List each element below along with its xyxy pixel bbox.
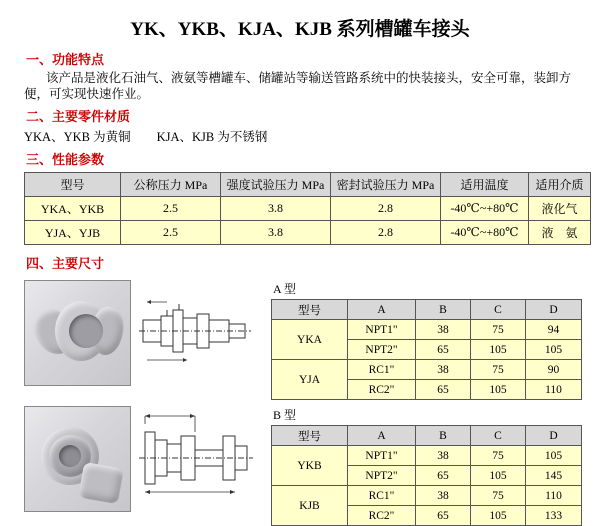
table-cell: 液化气 — [529, 197, 591, 221]
table-cell: 145 — [526, 466, 582, 486]
table-cell: NPT2" — [348, 340, 416, 360]
table-cell: 105 — [471, 506, 526, 526]
table-cell: -40℃~+80℃ — [441, 221, 529, 245]
table-header-cell: D — [526, 300, 582, 320]
table-cell: 105 — [471, 340, 526, 360]
table-cell: 75 — [471, 360, 526, 380]
table-cell: 133 — [526, 506, 582, 526]
table-cell: RC1" — [348, 360, 416, 380]
table-cell: RC1" — [348, 486, 416, 506]
table-cell: 75 — [471, 320, 526, 340]
dimension-table-a — [271, 299, 582, 400]
table-cell: 94 — [526, 320, 582, 340]
table-cell: 105 — [526, 340, 582, 360]
technical-drawing-b — [137, 406, 255, 510]
table-header-cell: B — [416, 300, 471, 320]
table-header-cell: 型号 — [272, 300, 348, 320]
table-cell: 液 氨 — [529, 221, 591, 245]
table-cell: 2.5 — [121, 221, 221, 245]
table-cell-model: YJA — [272, 360, 348, 400]
table-header-cell: 适用介质 — [529, 173, 591, 197]
section-heading-features: 一、功能特点 — [26, 52, 105, 67]
table-cell: 105 — [471, 380, 526, 400]
table-header-row — [272, 426, 582, 446]
table-cell: 65 — [416, 506, 471, 526]
materials-brass: YKA、YKB 为黄铜 — [24, 130, 131, 144]
table-cell: 38 — [416, 446, 471, 466]
table-cell: 105 — [526, 446, 582, 466]
table-cell: NPT1" — [348, 446, 416, 466]
features-paragraph — [24, 70, 582, 102]
table-cell: 65 — [416, 340, 471, 360]
table-header-cell: D — [526, 426, 582, 446]
table-cell: 65 — [416, 466, 471, 486]
table-row — [25, 197, 591, 221]
dimension-block-a — [24, 280, 590, 400]
dimension-block-b — [24, 406, 590, 526]
table-row — [272, 320, 582, 340]
performance-table — [24, 172, 591, 245]
table-cell: 110 — [526, 486, 582, 506]
materials-steel: KJA、KJB 为不锈钢 — [156, 130, 268, 144]
table-cell: RC2" — [348, 506, 416, 526]
dimension-table-label-a: A 型 — [273, 282, 297, 296]
table-header-cell: 公称压力 MPa — [121, 173, 221, 197]
table-cell: 75 — [471, 446, 526, 466]
table-cell: NPT1" — [348, 320, 416, 340]
features-text: 该产品是液化石油气、液氨等槽罐车、储罐站等输送管路系统中的快装接头，安全可靠，装卸方便，可实现快速作业。 — [24, 71, 572, 101]
table-cell: NPT2" — [348, 466, 416, 486]
table-header-cell: 型号 — [272, 426, 348, 446]
dimensions-section — [10, 280, 590, 526]
table-cell: 2.5 — [121, 197, 221, 221]
table-header-cell: 强度试验压力 MPa — [221, 173, 331, 197]
table-cell: 110 — [526, 380, 582, 400]
dimension-table-label-b: B 型 — [273, 408, 297, 422]
section-heading-dimensions: 四、主要尺寸 — [26, 256, 105, 271]
section-heading-performance: 三、性能参数 — [26, 152, 105, 167]
table-cell: 38 — [416, 486, 471, 506]
table-cell: 75 — [471, 486, 526, 506]
dimension-table-wrap-a — [271, 280, 590, 400]
table-cell-model: YKA — [272, 320, 348, 360]
materials-line — [24, 127, 590, 145]
table-row — [25, 221, 591, 245]
table-cell-model: KJB — [272, 486, 348, 526]
table-cell: 105 — [471, 466, 526, 486]
table-header-cell: C — [471, 300, 526, 320]
table-cell: 38 — [416, 320, 471, 340]
table-cell: 2.8 — [331, 197, 441, 221]
table-cell: RC2" — [348, 380, 416, 400]
page-title: YK、YKB、KJA、KJB 系列槽罐车接头 — [130, 19, 470, 40]
table-header-cell: A — [348, 426, 416, 446]
product-photo-a — [24, 280, 131, 386]
table-row — [272, 446, 582, 466]
table-cell: 65 — [416, 380, 471, 400]
section-heading-materials: 二、主要零件材质 — [26, 109, 131, 124]
table-cell-model: YKB — [272, 446, 348, 486]
table-header-row — [25, 173, 591, 197]
table-header-cell: 密封试验压力 MPa — [331, 173, 441, 197]
table-header-cell: A — [348, 300, 416, 320]
technical-drawing-a — [137, 280, 255, 384]
table-cell: 90 — [526, 360, 582, 380]
dimension-table-b — [271, 425, 582, 526]
table-header-cell: B — [416, 426, 471, 446]
table-cell: 3.8 — [221, 197, 331, 221]
table-cell: 38 — [416, 360, 471, 380]
table-header-cell: 适用温度 — [441, 173, 529, 197]
table-row — [272, 486, 582, 506]
table-cell: 3.8 — [221, 221, 331, 245]
table-cell: YKA、YKB — [25, 197, 121, 221]
table-row — [272, 360, 582, 380]
table-header-cell: C — [471, 426, 526, 446]
dimension-table-wrap-b — [271, 406, 590, 526]
table-cell: -40℃~+80℃ — [441, 197, 529, 221]
table-cell: YJA、YJB — [25, 221, 121, 245]
product-photo-b — [24, 406, 131, 512]
table-header-row — [272, 300, 582, 320]
table-cell: 2.8 — [331, 221, 441, 245]
table-header-cell: 型号 — [25, 173, 121, 197]
